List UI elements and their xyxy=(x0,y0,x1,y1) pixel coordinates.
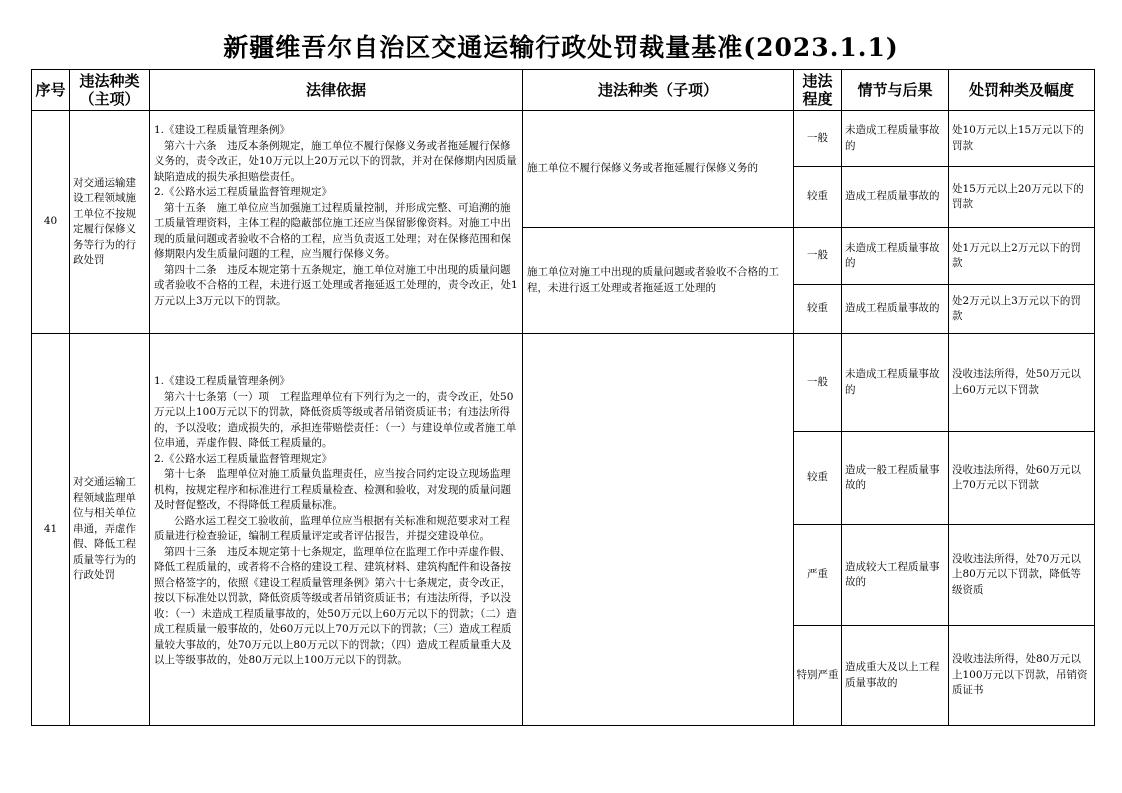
penalty: 没收违法所得，处70万元以上80万元以下罚款，降低等级资质 xyxy=(949,525,1095,626)
consequence: 造成一般工程质量事故的 xyxy=(842,432,949,525)
header-consequence: 情节与后果 xyxy=(842,70,949,111)
legal-basis: 1.《建设工程质量管理条例》 第六十七条第（一）项 工程监理单位有下列行为之一的，责令改正，处50万元以上100万元以下的罚款，降低资质等级或者吊销资质证书；有违法所得的，予以没收；造成损失的，承担连带赔偿责任：（一）与建设单位或者施工单位串通，弄虚作假、降低工程质量的。 2.《公路水运工程质量监督管理规定》 第十七条 监理单位对施工质量负监理责任，应当按合同约定设立现场监理机构，按规定程序和标准进行工程质量检查、检测和验收，对发现的质量问题及时督促整改，不得降低工程质量标准。 公路水运工程交工验收前，监理单位应当根据有关标准和规范要求对工程质量进行检查验证，编制工程质量评定或者评估报告，并提交建设单位。 第四十三条 违反本规定第十七条规定，监理单位在监理工作中弄虚作假、降低工程质量的，或者将不合格的建设工程、建筑材料、建筑构配件和设备按照合格签字的，依照《建设工程质量管理条例》第六十七条规定，责令改正，按以下标准处以罚款，降低资质等级或者吊销资质证书；有违法所得，予以没收：（一）未造成工程质量事故的，处50万元以上60万元以下的罚款；（二）造成工程质量一般事故的，处60万元以上70万元以下的罚款；（三）造成工程质量较大事故的，处70万元以上80万元以下的罚款；（四）造成工程质量重大及以上等级事故的，处80万元以上100万元以下的罚款。 xyxy=(150,334,523,726)
header-legal-basis: 法律依据 xyxy=(150,70,523,111)
penalty: 没收违法所得，处80万元以上100万元以下罚款，吊销资质证书 xyxy=(949,626,1095,726)
header-penalty: 处罚种类及幅度 xyxy=(949,70,1095,111)
penalty: 没收违法所得，处50万元以上60万元以下罚款 xyxy=(949,334,1095,432)
degree: 较重 xyxy=(794,285,842,334)
legal-basis: 1.《建设工程质量管理条例》 第六十六条 违反本条例规定，施工单位不履行保修义务或者拖延履行保修义务的，责令改正，处10万元以上20万元以下的罚款，并对在保修期内因质量缺陷造成的损失承担赔偿责任。 2.《公路水运工程质量监督管理规定》 第十五条 施工单位应当加强施工过程质量控制，并形成完整、可追溯的施工质量管理资料，主体工程的隐蔽部位施工还应当保留影像资料。对施工中出现的质量问题或者验收不合格的工程，应当负责返工处理；对在保修范围和保修期限内发生质量问题的工程，应当履行保修义务。 第四十二条 违反本规定第十五条规定，施工单位对施工中出现的质量问题或者验收不合格的工程，未进行返工处理或者拖延返工处理的，责令改正，处1万元以上3万元以下的罚款。 xyxy=(150,111,523,334)
consequence: 造成重大及以上工程质量事故的 xyxy=(842,626,949,726)
degree: 一般 xyxy=(794,228,842,285)
consequence: 未造成工程质量事故的 xyxy=(842,334,949,432)
main-category: 对交通运输建设工程领域施工单位不按规定履行保修义务等行为的行政处罚 xyxy=(70,111,150,334)
header-degree: 违法 程度 xyxy=(794,70,842,111)
degree: 一般 xyxy=(794,111,842,167)
page-title: 新疆维吾尔自治区交通运输行政处罚裁量基准(2023.1.1) xyxy=(223,33,899,62)
header-main-category: 违法种类 （主项） xyxy=(70,70,150,111)
penalty: 处15万元以上20万元以下的罚款 xyxy=(949,167,1095,228)
degree: 较重 xyxy=(794,432,842,525)
table-header-row xyxy=(32,70,1095,111)
table-row xyxy=(32,334,1095,432)
consequence: 造成较大工程质量事故的 xyxy=(842,525,949,626)
sub-category xyxy=(523,334,794,726)
header-no: 序号 xyxy=(32,70,70,111)
degree: 特别严重 xyxy=(794,626,842,726)
degree: 一般 xyxy=(794,334,842,432)
degree: 严重 xyxy=(794,525,842,626)
penalty: 处10万元以上15万元以下的罚款 xyxy=(949,111,1095,167)
sub-category: 施工单位不履行保修义务或者拖延履行保修义务的 xyxy=(523,111,794,228)
table-row xyxy=(32,111,1095,167)
consequence: 造成工程质量事故的 xyxy=(842,167,949,228)
degree: 较重 xyxy=(794,167,842,228)
consequence: 未造成工程质量事故的 xyxy=(842,111,949,167)
penalty: 处1万元以上2万元以下的罚款 xyxy=(949,228,1095,285)
consequence: 未造成工程质量事故的 xyxy=(842,228,949,285)
penalty-standard-table xyxy=(31,69,1095,726)
penalty: 没收违法所得，处60万元以上70万元以下罚款 xyxy=(949,432,1095,525)
penalty: 处2万元以上3万元以下的罚款 xyxy=(949,285,1095,334)
sub-category: 施工单位对施工中出现的质量问题或者验收不合格的工程，未进行返工处理或者拖延返工处理的 xyxy=(523,228,794,334)
main-category: 对交通运输工程领域监理单位与相关单位串通，弄虚作假、降低工程质量等行为的行政处罚 xyxy=(70,334,150,726)
consequence: 造成工程质量事故的 xyxy=(842,285,949,334)
row-number: 41 xyxy=(32,334,70,726)
header-sub-category: 违法种类（子项） xyxy=(523,70,794,111)
row-number: 40 xyxy=(32,111,70,334)
